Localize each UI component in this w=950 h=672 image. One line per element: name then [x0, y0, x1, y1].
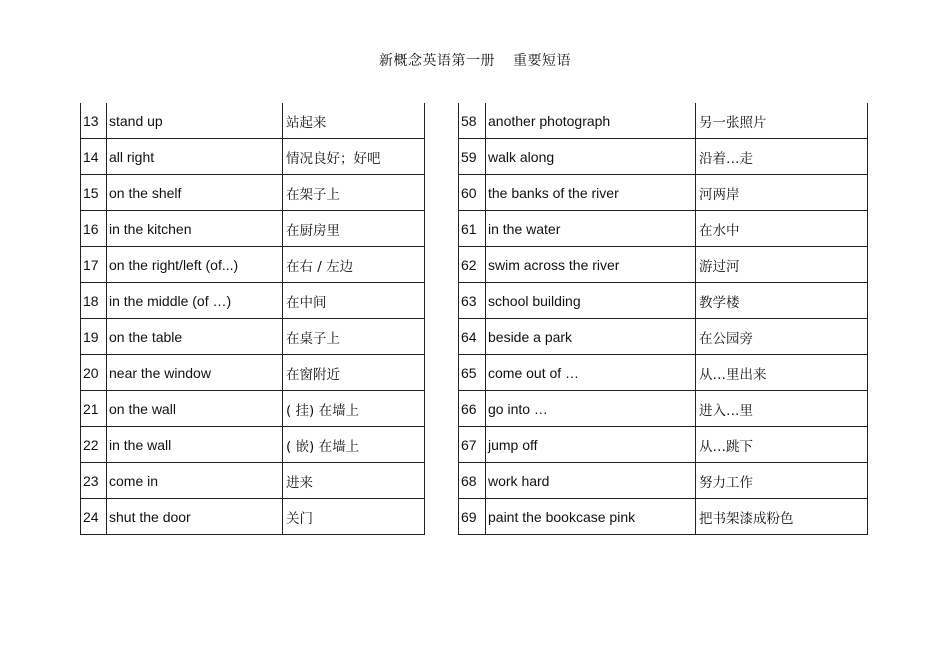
table-row: [459, 391, 868, 427]
table-row: [459, 103, 868, 139]
row-number: 63: [459, 283, 486, 319]
chinese-meaning: 进来: [283, 463, 425, 499]
english-phrase: near the window: [107, 355, 283, 391]
table-row: [81, 427, 425, 463]
row-number: 64: [459, 319, 486, 355]
chinese-meaning: 另一张照片: [696, 103, 868, 139]
chinese-meaning: 从…跳下: [696, 427, 868, 463]
english-phrase: go into …: [486, 391, 696, 427]
table-row: [459, 247, 868, 283]
row-number: 67: [459, 427, 486, 463]
english-phrase: the banks of the river: [486, 175, 696, 211]
chinese-meaning: ( 挂) 在墙上: [283, 391, 425, 427]
english-phrase: beside a park: [486, 319, 696, 355]
chinese-meaning: 努力工作: [696, 463, 868, 499]
chinese-meaning: 在中间: [283, 283, 425, 319]
chinese-meaning: 在桌子上: [283, 319, 425, 355]
table-row: [459, 139, 868, 175]
phrase-table-right: [458, 103, 868, 535]
chinese-meaning: 进入…里: [696, 391, 868, 427]
chinese-meaning: 在右 / 左边: [283, 247, 425, 283]
chinese-meaning: 把书架漆成粉色: [696, 499, 868, 535]
row-number: 19: [81, 319, 107, 355]
chinese-meaning: 站起来: [283, 103, 425, 139]
phrase-table-left: [80, 103, 425, 535]
chinese-meaning: 在架子上: [283, 175, 425, 211]
english-phrase: another photograph: [486, 103, 696, 139]
table-row: [81, 247, 425, 283]
english-phrase: walk along: [486, 139, 696, 175]
row-number: 22: [81, 427, 107, 463]
table-row: [81, 319, 425, 355]
english-phrase: on the table: [107, 319, 283, 355]
table-row: [459, 175, 868, 211]
table-row: [459, 283, 868, 319]
english-phrase: work hard: [486, 463, 696, 499]
table-row: [81, 463, 425, 499]
chinese-meaning: 游过河: [696, 247, 868, 283]
english-phrase: in the water: [486, 211, 696, 247]
english-phrase: paint the bookcase pink: [486, 499, 696, 535]
english-phrase: come in: [107, 463, 283, 499]
row-number: 59: [459, 139, 486, 175]
row-number: 15: [81, 175, 107, 211]
row-number: 16: [81, 211, 107, 247]
row-number: 60: [459, 175, 486, 211]
row-number: 65: [459, 355, 486, 391]
row-number: 17: [81, 247, 107, 283]
english-phrase: all right: [107, 139, 283, 175]
page-title: [0, 50, 950, 70]
table-row: [81, 391, 425, 427]
row-number: 13: [81, 103, 107, 139]
english-phrase: swim across the river: [486, 247, 696, 283]
english-phrase: on the right/left (of...): [107, 247, 283, 283]
table-row: [81, 499, 425, 535]
english-phrase: in the kitchen: [107, 211, 283, 247]
table-row: [81, 355, 425, 391]
row-number: 14: [81, 139, 107, 175]
english-phrase: come out of …: [486, 355, 696, 391]
chinese-meaning: 在厨房里: [283, 211, 425, 247]
row-number: 66: [459, 391, 486, 427]
english-phrase: in the middle (of …): [107, 283, 283, 319]
row-number: 58: [459, 103, 486, 139]
chinese-meaning: 情况良好；好吧: [283, 139, 425, 175]
english-phrase: jump off: [486, 427, 696, 463]
page-title-main: 新概念英语第一册: [379, 53, 495, 69]
table-row: [459, 319, 868, 355]
chinese-meaning: 在公园旁: [696, 319, 868, 355]
table-row: [459, 211, 868, 247]
chinese-meaning: 在水中: [696, 211, 868, 247]
row-number: 20: [81, 355, 107, 391]
english-phrase: shut the door: [107, 499, 283, 535]
english-phrase: stand up: [107, 103, 283, 139]
row-number: 68: [459, 463, 486, 499]
chinese-meaning: 从…里出来: [696, 355, 868, 391]
english-phrase: school building: [486, 283, 696, 319]
row-number: 61: [459, 211, 486, 247]
row-number: 69: [459, 499, 486, 535]
chinese-meaning: 在窗附近: [283, 355, 425, 391]
table-row: [81, 175, 425, 211]
table-row: [81, 139, 425, 175]
english-phrase: on the wall: [107, 391, 283, 427]
row-number: 21: [81, 391, 107, 427]
page-title-sub: 重要短语: [513, 53, 571, 69]
table-row: [459, 499, 868, 535]
table-row: [81, 211, 425, 247]
row-number: 18: [81, 283, 107, 319]
chinese-meaning: ( 嵌) 在墙上: [283, 427, 425, 463]
english-phrase: on the shelf: [107, 175, 283, 211]
table-row: [81, 103, 425, 139]
table-row: [81, 283, 425, 319]
table-row: [459, 427, 868, 463]
chinese-meaning: 河两岸: [696, 175, 868, 211]
chinese-meaning: 教学楼: [696, 283, 868, 319]
chinese-meaning: 沿着…走: [696, 139, 868, 175]
row-number: 23: [81, 463, 107, 499]
table-row: [459, 463, 868, 499]
chinese-meaning: 关门: [283, 499, 425, 535]
row-number: 24: [81, 499, 107, 535]
table-row: [459, 355, 868, 391]
english-phrase: in the wall: [107, 427, 283, 463]
row-number: 62: [459, 247, 486, 283]
